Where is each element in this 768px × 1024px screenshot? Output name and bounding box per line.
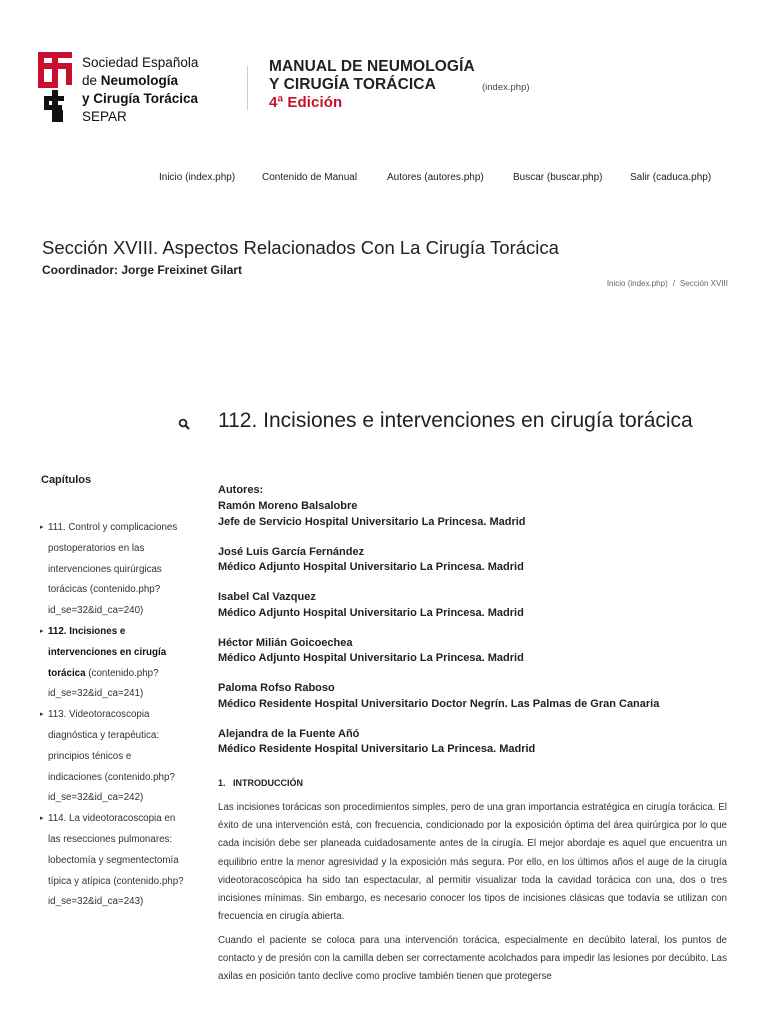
chapter-item-113[interactable] — [40, 705, 200, 809]
breadcrumb-separator: / — [672, 279, 675, 288]
chapter-113-line-4: indicaciones (contenido.php? — [48, 771, 175, 783]
chapter-114-line-4: típica y atípica (contenido.php? — [48, 875, 184, 887]
chapter-112-line-4: id_se=32&id_ca=241) — [48, 688, 144, 700]
author-entry — [218, 636, 728, 682]
chapter-112-line-1: ▸ 112. Incisiones e — [48, 625, 126, 637]
chapter-113-line-2: diagnóstica y terapéutica: — [48, 729, 160, 741]
chapter-113-line-3: principios ténicos e — [48, 750, 132, 762]
org-line-2 — [82, 72, 198, 90]
author-role: Médico Residente Hospital Universitario Doctor Negrín. Las Palmas de Gran Canaria — [218, 697, 660, 710]
author-name: Alejandra de la Fuente Añó — [218, 727, 360, 740]
edition-label: 4ª Edición — [269, 94, 343, 111]
intro-paragraph-1: Las incisiones torácicas son procedimientos simples, pero de una gran importancia estratégica en cirugía torácica. El éxito de una intervención está, con frecuencia, condicionado por la exposición óptima del área quirúrgica por lo que cada incisión debe ser planeada cuidadosamente antes de la cirugía. El mejor abordaje es aquel que encuentra un equilibrio entre la menor agresividad y la exposición más segura. Por ello, en los últimos años el auge de la cirugía videotoracoscópica ha sido tan espectacular, al permitir visualizar toda la cavidad torácica con una, dos o tres incisiones mínimas. Sin embargo, es necesario conocer los tipos de incisiones clásicas que todavía se utilizan con frecuencia en cirugía abierta. — [218, 802, 727, 923]
manual-title-line-1: MANUAL DE NEUMOLOGÍA — [269, 58, 475, 75]
org-line-2-prefix: de — [82, 73, 101, 88]
chapter-111-line-2: postoperatorios en las — [48, 542, 145, 554]
chapter-112-line-3 — [48, 664, 200, 685]
chapter-112-bold-word: torácica — [48, 667, 86, 679]
org-line-4: SEPAR — [82, 109, 127, 124]
author-entry — [218, 681, 728, 727]
nav-autores[interactable]: Autores (autores.php) — [387, 172, 484, 183]
breadcrumb — [607, 279, 728, 288]
author-name: Ramón Moreno Balsalobre — [218, 500, 358, 512]
chapter-111-line-4: torácicas (contenido.php? — [48, 584, 161, 596]
chapter-114-line-3: lobectomía y segmentectomía — [48, 854, 179, 866]
chapters-heading: Capítulos — [41, 474, 92, 486]
chapter-114-line-1: ▸ 114. La videotoracoscopia en — [48, 813, 176, 825]
manual-home-link[interactable]: (index.php) — [482, 82, 530, 93]
org-line-1: Sociedad Española — [82, 55, 199, 70]
chapter-list — [40, 518, 200, 913]
author-role: Médico Adjunto Hospital Universitario La Princesa. Madrid — [218, 606, 524, 619]
chapter-112-link-part: (contenido.php? — [85, 667, 159, 679]
nav-contenido[interactable]: Contenido de Manual — [262, 172, 358, 183]
author-role: Médico Residente Hospital Universitario La Princesa. Madrid — [218, 743, 536, 755]
chapter-113-line-1: ▸ 113. Videotoracoscopia — [48, 709, 150, 721]
author-role: Médico Adjunto Hospital Universitario La Princesa. Madrid — [218, 652, 524, 664]
breadcrumb-home[interactable]: Inicio (index.php) — [606, 279, 668, 288]
nav-buscar[interactable]: Buscar (buscar.php) — [513, 172, 603, 183]
author-list — [218, 499, 728, 772]
breadcrumb-current: Sección XVIII — [679, 279, 728, 288]
separ-logo-mark — [38, 52, 72, 122]
author-entry — [218, 499, 728, 545]
section-title: Sección XVIII. Aspectos Relacionados Con La Cirugía Torácica — [42, 237, 559, 258]
chapter-113-line-5: id_se=32&id_ca=242) — [48, 792, 144, 804]
organization-name — [82, 54, 198, 126]
introduction-heading: 1. INTRODUCCIÓN — [218, 778, 304, 788]
chapter-item-114[interactable] — [40, 809, 200, 913]
author-name: José Luis García Fernández — [218, 545, 365, 558]
main-nav — [0, 172, 768, 186]
header-divider — [247, 66, 248, 110]
search-icon[interactable] — [178, 418, 190, 430]
org-line-2-bold: Neumología — [100, 73, 179, 88]
chapter-112-line-2: intervenciones en cirugía — [48, 646, 167, 658]
chapter-111-line-5: id_se=32&id_ca=240) — [48, 605, 144, 617]
author-entry — [218, 590, 728, 636]
separ-logo[interactable] — [38, 52, 228, 126]
org-line-3: y Cirugía Torácica — [82, 91, 199, 106]
nav-inicio[interactable]: Inicio (index.php) — [159, 172, 236, 183]
author-name: Héctor Milián Goicoechea — [218, 636, 353, 649]
manual-title[interactable] — [269, 58, 475, 112]
intro-paragraph-2: Cuando el paciente se coloca para una intervención torácica, especialmente en decúbito lateral, los puntos de contacto y de presión con la camilla deben ser correctamente acolchados para impedir las lesiones por decúbito. Las axilas en posición tanto declive como proclive también tienen que protegerse — [218, 935, 727, 983]
article-title: 112. Incisiones e intervenciones en cirugía torácica — [218, 409, 693, 432]
author-name: Paloma Rofso Raboso — [218, 682, 335, 694]
author-entry — [218, 545, 728, 591]
author-role: Médico Adjunto Hospital Universitario La Princesa. Madrid — [218, 561, 524, 573]
author-role: Jefe de Servicio Hospital Universitario La Princesa. Madrid — [218, 515, 526, 528]
chapter-111-line-1: ▸ 111. Control y complicaciones — [48, 522, 178, 533]
chapter-item-111[interactable] — [40, 518, 200, 622]
chapter-114-line-5: id_se=32&id_ca=243) — [48, 896, 144, 908]
author-entry — [218, 727, 728, 773]
manual-title-line-2: Y CIRUGÍA TORÁCICA — [269, 76, 436, 93]
chapter-111-line-3: intervenciones quirúrgicas — [48, 563, 162, 575]
section-coordinator: Coordinador: Jorge Freixinet Gilart — [42, 263, 243, 277]
nav-salir[interactable]: Salir (caduca.php) — [630, 172, 712, 183]
authors-heading: Autores: — [218, 484, 264, 496]
author-name: Isabel Cal Vazquez — [218, 591, 316, 603]
chapter-item-112[interactable] — [40, 622, 200, 705]
chapter-114-line-2: las resecciones pulmonares: — [48, 833, 173, 845]
